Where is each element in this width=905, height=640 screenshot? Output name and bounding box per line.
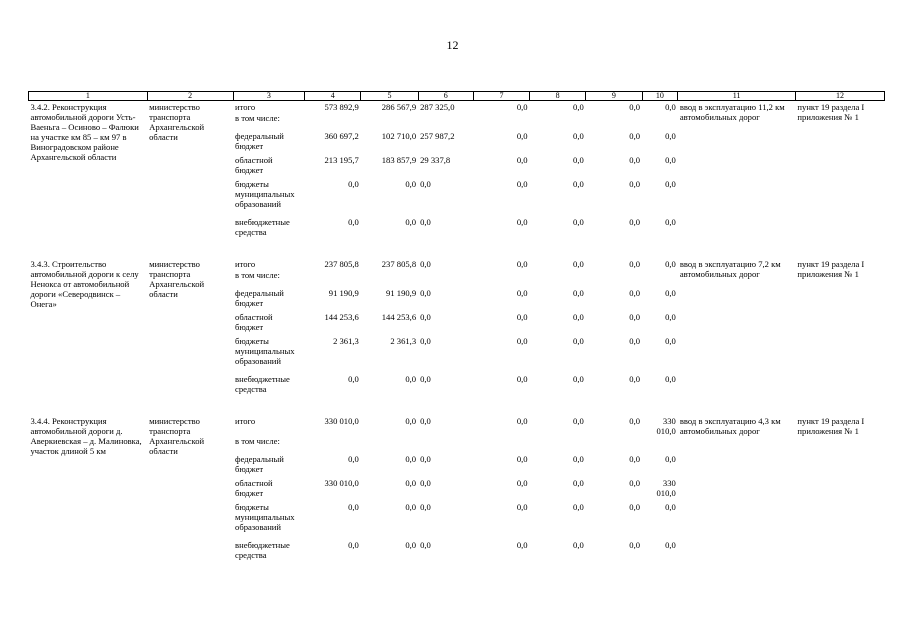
amount-cell: 0,0: [573, 453, 584, 464]
funding-source: внебюджетные средства: [235, 539, 290, 560]
funding-source: федеральный бюджет: [235, 130, 284, 151]
column-header: 10: [642, 92, 678, 101]
amount-cell: [418, 113, 473, 131]
amount-cell: 0,0: [573, 102, 584, 112]
block-spacer: [29, 243, 885, 258]
amount-cell: 0,0: [665, 501, 676, 512]
amount-cell: 0,0: [420, 501, 431, 512]
amount-cell: 0,0: [629, 216, 641, 227]
amount-cell: 0,0: [348, 539, 359, 550]
amount-cell: 0,0: [516, 102, 528, 112]
expected-result: ввод в эксплуатацию 7,2 км автомобильных дорог: [679, 258, 781, 279]
amount-cell: [418, 270, 473, 288]
funding-source: внебюджетные средства: [235, 216, 290, 237]
amount-cell: 330 010,0: [324, 477, 359, 488]
amount-cell: [473, 113, 529, 131]
amount-cell: 0,0: [629, 415, 641, 426]
amount-cell: 0,0: [405, 477, 417, 488]
amount-cell: 0,0: [516, 216, 528, 227]
amount-cell: 0,0: [573, 258, 584, 269]
amount-cell: [418, 436, 473, 454]
amount-cell: 0,0: [420, 477, 431, 488]
table-row: [29, 258, 885, 270]
table-body: [29, 101, 885, 566]
funding-source: в том числе:: [235, 269, 280, 280]
funding-source: областной бюджет: [235, 477, 273, 498]
amount-cell: 0,0: [516, 539, 528, 550]
amount-cell: 29 337,8: [420, 154, 451, 165]
amount-cell: 0,0: [629, 373, 641, 384]
amount-cell: [473, 270, 529, 288]
funding-source: итого: [235, 102, 256, 112]
program-table: [28, 91, 885, 566]
amount-cell: 144 253,6: [381, 311, 417, 322]
amount-cell: 0,0: [516, 154, 528, 165]
amount-cell: 0,0: [405, 373, 417, 384]
amount-cell: 573 892,9: [324, 102, 359, 112]
amount-cell: 0,0: [629, 539, 641, 550]
amount-cell: 0,0: [573, 178, 584, 189]
amount-cell: 330 010,0: [324, 415, 359, 426]
amount-cell: 0,0: [348, 501, 359, 512]
amount-cell: 0,0: [516, 130, 528, 141]
activity-name: 3.4.4. Реконструкция автомобильной дороги д. Аверкиевская – д. Малиновка, участок длиной 5 км: [30, 415, 142, 456]
amount-cell: 0,0: [405, 453, 417, 464]
amount-cell: 0,0: [420, 311, 431, 322]
amount-cell: 144 253,6: [324, 311, 359, 322]
amount-cell: 0,0: [665, 216, 676, 227]
basis-reference: пункт 19 раздела I приложения № 1: [797, 415, 865, 436]
amount-cell: 0,0: [629, 335, 641, 346]
spacer-cell: [29, 400, 885, 415]
column-header: 3: [233, 92, 305, 101]
amount-cell: 0,0: [665, 130, 676, 141]
amount-cell: 0,0: [573, 335, 584, 346]
amount-cell: [586, 270, 642, 288]
amount-cell: 0,0: [573, 216, 584, 227]
basis-reference: пункт 19 раздела I приложения № 1: [797, 258, 865, 279]
amount-cell: 0,0: [629, 477, 641, 488]
amount-cell: 0,0: [420, 335, 431, 346]
amount-cell: [473, 436, 529, 454]
amount-cell: 237 805,8: [324, 258, 359, 269]
amount-cell: 0,0: [573, 311, 584, 322]
amount-cell: 0,0: [629, 258, 641, 269]
amount-cell: 0,0: [420, 287, 431, 298]
expected-result: ввод в эксплуатацию 4,3 км автомобильных дорог: [679, 415, 781, 436]
amount-cell: 0,0: [629, 501, 641, 512]
basis-reference: пункт 19 раздела I приложения № 1: [797, 102, 865, 122]
funding-source: областной бюджет: [235, 154, 273, 175]
amount-cell: 0,0: [405, 501, 417, 512]
amount-cell: 0,0: [573, 373, 584, 384]
amount-cell: [361, 270, 418, 288]
activity-name: 3.4.2. Реконструкция автомобильной дороги Усть-Ваеньга – Осиново – Фалюки на участке км 85 – км 97 в Виноградовском районе Архангельской области: [30, 102, 139, 162]
amount-cell: 0,0: [420, 373, 431, 384]
column-header-row: [29, 92, 885, 101]
amount-cell: 0,0: [405, 216, 417, 227]
amount-cell: [642, 113, 678, 131]
amount-cell: 0,0: [420, 539, 431, 550]
amount-cell: 0,0: [573, 477, 584, 488]
amount-cell: 0,0: [665, 102, 676, 112]
amount-cell: 0,0: [665, 258, 676, 269]
amount-cell: 0,0: [405, 539, 417, 550]
table-row: [29, 415, 885, 436]
funding-source: бюджеты муниципальных образований: [235, 178, 295, 209]
amount-cell: 0,0: [629, 102, 641, 112]
amount-cell: 0,0: [348, 178, 359, 189]
column-header: 4: [305, 92, 361, 101]
block-spacer: [29, 400, 885, 415]
funding-source: внебюджетные средства: [235, 373, 290, 394]
amount-cell: 91 190,9: [386, 287, 417, 298]
funding-source: областной бюджет: [235, 311, 273, 332]
amount-cell: 330 010,0: [656, 477, 676, 498]
amount-cell: [530, 113, 586, 131]
amount-cell: 0,0: [573, 501, 584, 512]
amount-cell: 0,0: [516, 178, 528, 189]
funding-source: бюджеты муниципальных образований: [235, 335, 295, 366]
amount-cell: 0,0: [629, 154, 641, 165]
amount-cell: 0,0: [629, 287, 641, 298]
funding-source: в том числе:: [235, 112, 280, 123]
amount-cell: 0,0: [516, 311, 528, 322]
amount-cell: 287 325,0: [420, 102, 455, 112]
amount-cell: 0,0: [665, 453, 676, 464]
amount-cell: 0,0: [516, 258, 528, 269]
amount-cell: 91 190,9: [328, 287, 359, 298]
amount-cell: 0,0: [516, 335, 528, 346]
amount-cell: [530, 270, 586, 288]
column-header: 1: [29, 92, 148, 101]
funding-source: в том числе:: [235, 435, 280, 446]
amount-cell: [305, 270, 361, 288]
funding-source: бюджеты муниципальных образований: [235, 501, 295, 532]
column-header: 7: [473, 92, 529, 101]
amount-cell: 237 805,8: [381, 258, 417, 269]
amount-cell: 0,0: [516, 477, 528, 488]
amount-cell: 330 010,0: [656, 415, 676, 436]
amount-cell: 0,0: [629, 453, 641, 464]
expected-result: ввод в эксплуатацию 11,2 км автомобильных дорог: [679, 102, 785, 122]
amount-cell: 286 567,9: [381, 102, 417, 112]
amount-cell: 0,0: [665, 178, 676, 189]
amount-cell: 0,0: [420, 415, 431, 426]
column-header: 6: [418, 92, 473, 101]
amount-cell: 0,0: [405, 178, 417, 189]
amount-cell: 0,0: [516, 453, 528, 464]
amount-cell: 0,0: [629, 178, 641, 189]
amount-cell: 0,0: [420, 178, 431, 189]
amount-cell: 0,0: [348, 453, 359, 464]
funding-source: федеральный бюджет: [235, 453, 284, 474]
activity-name: 3.4.3. Строительство автомобильной дороги к селу Ненокса от автомобильной дороги «Северодвинск – Онега»: [30, 258, 139, 309]
amount-cell: 2 361,3: [390, 335, 417, 346]
amount-cell: 0,0: [665, 335, 676, 346]
column-header: 8: [530, 92, 586, 101]
amount-cell: 0,0: [665, 287, 676, 298]
amount-cell: 0,0: [665, 154, 676, 165]
spacer-cell: [29, 243, 885, 258]
amount-cell: 0,0: [665, 539, 676, 550]
amount-cell: [361, 113, 418, 131]
amount-cell: 0,0: [573, 130, 584, 141]
column-header: 5: [361, 92, 418, 101]
amount-cell: 183 857,9: [381, 154, 417, 165]
amount-cell: [530, 436, 586, 454]
amount-cell: 0,0: [629, 130, 641, 141]
amount-cell: 0,0: [420, 453, 431, 464]
amount-cell: 102 710,0: [381, 130, 417, 141]
amount-cell: 0,0: [516, 415, 528, 426]
funding-source: итого: [235, 258, 256, 269]
amount-cell: 0,0: [573, 539, 584, 550]
amount-cell: [586, 436, 642, 454]
amount-cell: [642, 436, 678, 454]
executor: министерство транспорта Архангельской области: [149, 102, 205, 142]
amount-cell: 0,0: [665, 373, 676, 384]
amount-cell: 2 361,3: [333, 335, 359, 346]
amount-cell: 0,0: [665, 311, 676, 322]
funding-source: итого: [235, 415, 256, 426]
amount-cell: 0,0: [348, 216, 359, 227]
amount-cell: 0,0: [573, 415, 584, 426]
amount-cell: [642, 270, 678, 288]
amount-cell: 0,0: [420, 258, 431, 269]
amount-cell: 0,0: [420, 216, 431, 227]
amount-cell: [361, 436, 418, 454]
column-header: 2: [147, 92, 233, 101]
amount-cell: 0,0: [573, 287, 584, 298]
amount-cell: 0,0: [629, 311, 641, 322]
amount-cell: 360 697,2: [324, 130, 359, 141]
amount-cell: 0,0: [516, 373, 528, 384]
amount-cell: 0,0: [516, 501, 528, 512]
amount-cell: 0,0: [405, 415, 417, 426]
column-header: 12: [795, 92, 884, 101]
amount-cell: 0,0: [573, 154, 584, 165]
funding-source: федеральный бюджет: [235, 287, 284, 308]
amount-cell: 0,0: [348, 373, 359, 384]
page-number: 12: [446, 38, 459, 52]
amount-cell: 213 195,7: [324, 154, 359, 165]
executor: министерство транспорта Архангельской области: [149, 415, 205, 456]
amount-cell: [305, 113, 361, 131]
table-row: [29, 101, 885, 113]
amount-cell: 0,0: [516, 287, 528, 298]
executor: министерство транспорта Архангельской области: [149, 258, 205, 299]
column-header: 11: [678, 92, 796, 101]
column-header: 9: [586, 92, 642, 101]
amount-cell: [305, 436, 361, 454]
amount-cell: 257 987,2: [420, 130, 455, 141]
amount-cell: [586, 113, 642, 131]
